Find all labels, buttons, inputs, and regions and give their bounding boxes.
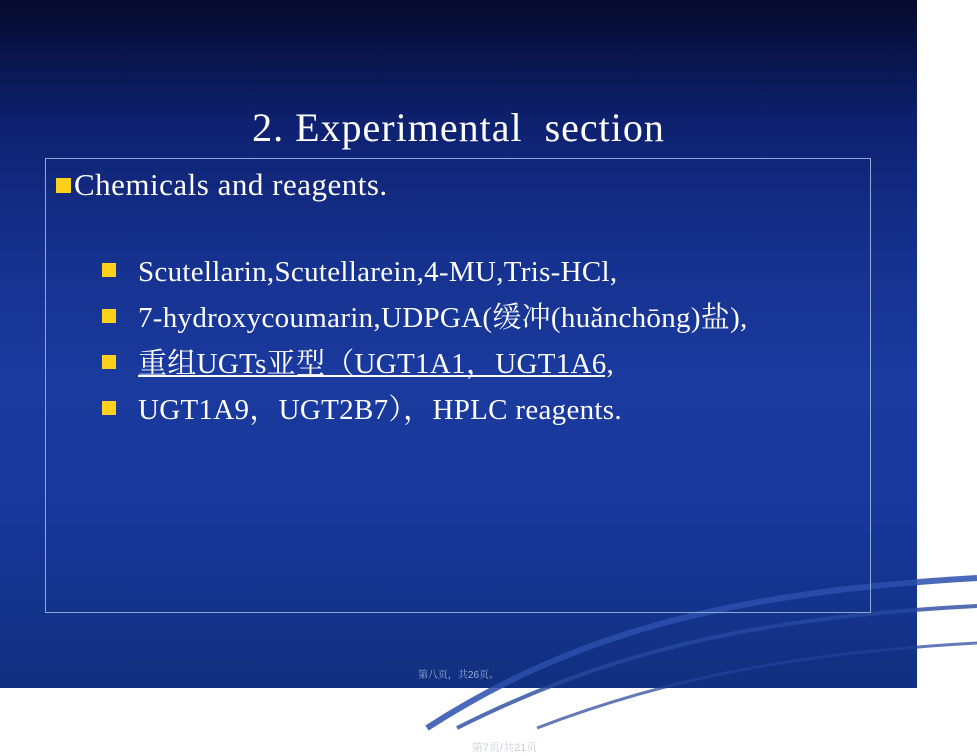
list-item-label: UGT1A9，UGT2B7），HPLC reagents. <box>138 394 622 426</box>
list-item-label: Scutellarin,Scutellarein,4-MU,Tris-HCl, <box>138 256 618 288</box>
bullet-square-icon <box>102 401 116 415</box>
footer-note: 第八页，共26页。 <box>417 670 500 681</box>
bullet-square-icon <box>102 263 116 277</box>
lead-bullet-row <box>46 165 870 205</box>
list-item <box>46 387 870 433</box>
list-item-label: 重组UGTs亚型（UGT1A1，UGT1A6, <box>138 348 615 380</box>
list-item <box>46 341 870 387</box>
bullet-square-icon <box>102 355 116 369</box>
bullet-square-icon <box>56 178 71 193</box>
page-title: 2. Experimental section <box>252 105 665 150</box>
list-item <box>46 295 870 341</box>
bullet-square-icon <box>102 309 116 323</box>
list-item <box>46 249 870 295</box>
lead-bullet-text: Chemicals and reagents. <box>74 167 388 202</box>
list-item-label: 7-hydroxycoumarin,UDPGA(缓冲(huǎnchōng)盐), <box>138 302 748 334</box>
page-indicator: 第7页/共21页 <box>471 742 538 754</box>
